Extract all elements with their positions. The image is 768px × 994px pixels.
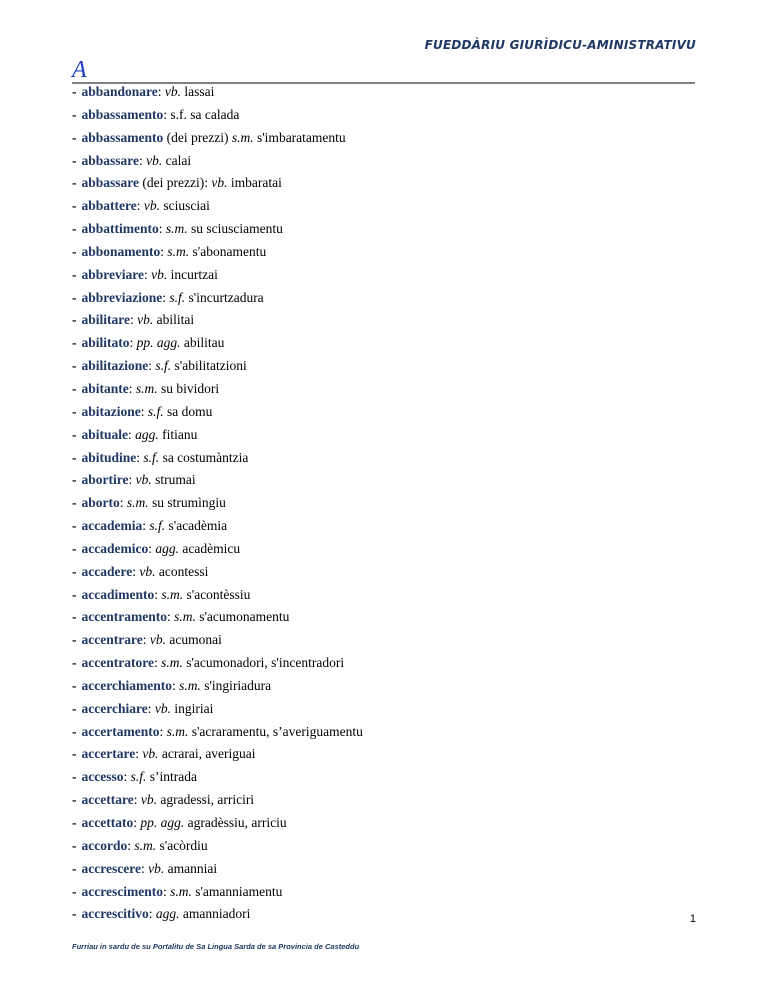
entry-separator: : (128, 426, 136, 442)
entry-term: abbassamento (81, 106, 164, 122)
entry-term: accadimento (81, 586, 155, 602)
entry-term: abbattimento (81, 221, 159, 237)
entry-term: abilitare (81, 312, 130, 328)
entry-separator: : (128, 472, 136, 488)
dictionary-entry (72, 426, 695, 449)
entry-translation: sciusciai (163, 198, 210, 214)
dictionary-entry (72, 883, 695, 906)
entry-part-of-speech: s.f. (155, 358, 172, 374)
entry-part-of-speech: pp. agg. (140, 815, 185, 830)
entry-separator: : (154, 586, 162, 602)
entry-bullet: - (72, 563, 77, 579)
entry-bullet: - (72, 449, 77, 465)
dictionary-entry (72, 220, 695, 243)
dictionary-entry (72, 334, 695, 357)
entry-bullet: - (72, 700, 77, 716)
entry-bullet: - (72, 586, 77, 602)
entry-bullet: - (72, 175, 77, 191)
dictionary-entry (72, 83, 695, 106)
dictionary-entry (72, 152, 695, 175)
entry-separator: : (128, 380, 136, 396)
dictionary-entry (72, 745, 695, 768)
entry-separator: : (130, 312, 138, 328)
entry-qualifier: (dei prezzi) (163, 129, 232, 145)
entry-bullet: - (72, 837, 77, 853)
dictionary-entry (72, 289, 695, 312)
entry-part-of-speech: pp. agg. (136, 335, 181, 351)
dictionary-entry (72, 905, 695, 928)
entry-translation: s'abilitatzioni (174, 358, 247, 374)
entry-part-of-speech: s.m. (166, 723, 189, 739)
dictionary-entry (72, 837, 695, 860)
entry-bullet: - (72, 335, 77, 351)
dictionary-entry (72, 197, 695, 220)
entry-bullet: - (72, 380, 77, 396)
page-number: 1 (689, 913, 696, 925)
entry-term: accertare (81, 746, 136, 762)
entry-translation: imbaratai (230, 175, 282, 191)
entry-part-of-speech: s.m. (135, 380, 158, 396)
entry-bullet: - (72, 746, 77, 762)
entry-translation: sa domu (167, 403, 213, 419)
entry-bullet: - (72, 426, 77, 442)
entry-separator: : (140, 860, 149, 876)
dictionary-entry (72, 677, 695, 700)
entry-part-of-speech: vb. (146, 152, 163, 168)
entry-translation: agradèssiu, arriciu (187, 815, 287, 830)
entry-term: accettato (81, 815, 134, 830)
entry-separator: : (127, 837, 135, 853)
entry-bullet: - (72, 358, 77, 374)
entry-translation: su bividori (161, 380, 220, 396)
entry-translation: s'acumonadori, s'incentradori (186, 655, 345, 671)
entry-part-of-speech: s.m. (174, 609, 196, 625)
dictionary-entry (72, 768, 695, 791)
dictionary-entry (72, 494, 695, 517)
entry-term: abitazione (81, 403, 141, 419)
entry-separator: : (157, 84, 165, 99)
entry-part-of-speech: vb. (135, 472, 152, 488)
entry-part-of-speech: s.f. (149, 518, 166, 534)
entry-translation: acrarai, averiguai (161, 746, 256, 762)
entry-bullet: - (72, 540, 77, 556)
dictionary-entry (72, 814, 695, 837)
dictionary-entry (72, 403, 695, 426)
entry-bullet: - (72, 677, 77, 693)
entry-translation: incurtzai (170, 266, 218, 282)
entry-part-of-speech: vb. (151, 266, 168, 282)
entry-separator: : (132, 563, 140, 579)
entry-separator: : (136, 198, 144, 214)
entry-translation: su sciusciamentu (191, 221, 283, 237)
entry-separator: : (162, 883, 171, 899)
entry-term: abbattere (81, 198, 137, 214)
entry-part-of-speech: s.m. (170, 883, 192, 899)
dictionary-entry (72, 243, 695, 266)
entry-term: accentramento (81, 609, 167, 625)
dictionary-entry (72, 380, 695, 403)
entry-bullet: - (72, 860, 77, 876)
entry-term: accentrare (81, 632, 143, 648)
entry-term: accrescimento (81, 883, 163, 899)
entry-bullet: - (72, 243, 77, 259)
entry-translation: abilitau (183, 335, 225, 351)
entry-term: abilitazione (81, 358, 149, 374)
entry-term: abilitato (81, 335, 130, 351)
entry-separator: : (166, 609, 175, 625)
entry-part-of-speech: s.f. (143, 449, 160, 465)
entry-separator: : (144, 266, 152, 282)
entry-separator: : (135, 746, 143, 762)
entry-translation: calai (165, 152, 192, 168)
entry-bullet: - (72, 815, 77, 830)
entry-term: accrescere (81, 860, 141, 876)
entry-term: abbreviare (81, 266, 144, 282)
entry-separator: : (153, 655, 162, 671)
dictionary-entry (72, 129, 695, 152)
entry-bullet: - (72, 518, 77, 534)
running-header: FUEDDÀRIU GIURÌDICU-AMINISTRATIVU (424, 38, 696, 52)
page-footer: Furriau in sardu de su Portalitu de Sa Lingua Sarda de sa Provincia de Casteddu (72, 942, 360, 951)
entry-translation: s'incurtzadura (188, 289, 264, 305)
entry-translation: s'amanniamentu (195, 883, 283, 899)
entry-part-of-speech: s.m. (161, 655, 183, 671)
entry-separator: : (140, 403, 148, 419)
entry-bullet: - (72, 906, 77, 922)
entry-part-of-speech: vb. (148, 860, 165, 876)
entry-term: accrescitivo (81, 906, 149, 922)
dictionary-entry (72, 357, 695, 380)
entry-translation: strumai (155, 472, 196, 488)
dictionary-entry (72, 540, 695, 563)
entry-translation: acontessi (158, 563, 209, 579)
entry-bullet: - (72, 152, 77, 168)
entry-translation: amanniadori (182, 906, 251, 922)
entry-separator: : (119, 495, 127, 511)
entry-separator: : (129, 335, 137, 351)
entry-separator: : (142, 632, 150, 648)
entry-translation: ingiriai (174, 700, 214, 716)
entry-separator: : (147, 700, 155, 716)
entry-part-of-speech: s.m. (161, 586, 184, 602)
entry-list (72, 83, 695, 928)
entry-part-of-speech: s.m. (134, 837, 157, 853)
entry-translation: s'acòrdiu (159, 837, 208, 853)
entry-part-of-speech: vb. (140, 792, 157, 808)
entry-term: accademia (81, 518, 143, 534)
entry-part-of-speech: s.f. (130, 769, 147, 785)
entry-term: abitante (81, 380, 129, 396)
entry-part-of-speech: vb. (137, 312, 154, 328)
entry-bullet: - (72, 769, 77, 785)
entry-part-of-speech: vb. (211, 175, 228, 191)
entry-bullet: - (72, 198, 77, 214)
entry-part-of-speech: vb. (142, 746, 159, 762)
entry-separator: : (148, 358, 156, 374)
entry-term: abbonamento (81, 243, 161, 259)
entry-bullet: - (72, 312, 77, 328)
entry-separator: : (204, 175, 212, 191)
entry-translation: amanniai (167, 860, 218, 876)
entry-translation: s'ingiriadura (204, 677, 272, 693)
entry-separator: : (160, 243, 168, 259)
entry-term: accesso (81, 769, 124, 785)
entry-part-of-speech: vb. (143, 198, 161, 214)
entry-translation: abilitai (156, 312, 195, 328)
entry-term: abortire (81, 472, 129, 488)
entry-term: accordo (81, 837, 128, 853)
entry-bullet: - (72, 84, 77, 99)
entry-term: abitudine (81, 449, 137, 465)
entry-part-of-speech: s.m. (179, 677, 201, 693)
entry-part-of-speech: s.m. (167, 243, 190, 259)
entry-translation: s'abonamentu (192, 243, 267, 259)
entry-term: accentratore (81, 655, 154, 671)
entry-term: accettare (81, 792, 134, 808)
entry-separator: : (133, 792, 141, 808)
entry-part-of-speech: vb. (149, 632, 166, 648)
entry-separator: : (142, 518, 150, 534)
entry-bullet: - (72, 632, 77, 648)
entry-term: abbreviazione (81, 289, 163, 305)
entry-bullet: - (72, 472, 77, 488)
entry-term: aborto (81, 495, 120, 511)
entry-part-of-speech: s.f. (147, 403, 164, 419)
entry-term: abbassare (81, 175, 140, 191)
entry-bullet: - (72, 266, 77, 282)
entry-term: accertamento (81, 723, 160, 739)
entry-bullet: - (72, 129, 77, 145)
dictionary-entry (72, 311, 695, 334)
dictionary-entry (72, 517, 695, 540)
entry-part-of-speech: s.m. (231, 129, 254, 145)
entry-bullet: - (72, 655, 77, 671)
dictionary-entry (72, 631, 695, 654)
entry-separator: : (133, 815, 141, 830)
entry-part-of-speech: vb. (154, 700, 171, 716)
entry-part-of-speech: vb. (139, 563, 156, 579)
entry-translation: sa costumàntzia (162, 449, 249, 465)
entry-translation: s'acadèmia (168, 518, 228, 534)
entry-separator: : (123, 769, 131, 785)
entry-bullet: - (72, 609, 77, 625)
entry-term: accadere (81, 563, 133, 579)
entry-translation: agradessi, arriciri (160, 792, 255, 808)
dictionary-entry (72, 700, 695, 723)
entry-part-of-speech: s.m. (126, 495, 149, 511)
entry-term: abituale (81, 426, 129, 442)
dictionary-entry (72, 608, 695, 631)
dictionary-entry (72, 586, 695, 609)
entry-translation: su strumìngiu (152, 495, 226, 511)
dictionary-entry (72, 860, 695, 883)
dictionary-entry (72, 563, 695, 586)
entry-translation: s'acumonamentu (199, 609, 290, 625)
entry-term: accerchiare (81, 700, 148, 716)
entry-term: abbandonare (81, 84, 158, 99)
entry-part-of-speech: agg. (155, 540, 179, 556)
dictionary-entry (72, 266, 695, 289)
entry-part-of-speech: s.f. (169, 289, 186, 305)
dictionary-entry (72, 471, 695, 494)
entry-term: abbassamento (81, 129, 164, 145)
dictionary-entry (72, 654, 695, 677)
entry-translation: s.f. sa calada (170, 106, 240, 122)
entry-bullet: - (72, 792, 77, 808)
entry-part-of-speech: vb. (164, 84, 182, 99)
entry-translation: s'acontèssiu (186, 586, 251, 602)
entry-term: accerchiamento (81, 677, 172, 693)
entry-separator: : (159, 723, 167, 739)
entry-translation: fitianu (162, 426, 198, 442)
section-letter: A (72, 57, 87, 83)
entry-translation: acumonai (169, 632, 222, 648)
entry-separator: : (148, 906, 156, 922)
entry-separator: : (136, 449, 144, 465)
entry-bullet: - (72, 221, 77, 237)
dictionary-entry (72, 791, 695, 814)
entry-part-of-speech: agg. (135, 426, 159, 442)
dictionary-entry (72, 449, 695, 472)
entry-bullet: - (72, 106, 77, 122)
dictionary-entry (72, 174, 695, 197)
entry-separator: : (163, 106, 171, 122)
entry-bullet: - (72, 883, 77, 899)
entry-translation: s’intrada (149, 769, 197, 785)
entry-bullet: - (72, 403, 77, 419)
entry-separator: : (162, 289, 170, 305)
entry-part-of-speech: s.m. (165, 221, 188, 237)
entry-separator: : (139, 152, 147, 168)
entry-term: abbassare (81, 152, 140, 168)
dictionary-entry (72, 106, 695, 129)
entry-separator: : (148, 540, 156, 556)
entry-bullet: - (72, 723, 77, 739)
entry-bullet: - (72, 289, 77, 305)
entry-bullet: - (72, 495, 77, 511)
entry-translation: s'acraramentu, s’averiguamentu (191, 723, 363, 739)
entry-part-of-speech: agg. (155, 906, 180, 922)
entry-qualifier: (dei prezzi) (139, 175, 205, 191)
dictionary-entry (72, 723, 695, 746)
entry-term: accademico (81, 540, 149, 556)
entry-translation: lassai (184, 84, 215, 99)
entry-translation: s'imbaratamentu (257, 129, 346, 145)
entry-separator: : (171, 677, 180, 693)
entry-translation: acadèmicu (182, 540, 241, 556)
entry-separator: : (158, 221, 166, 237)
